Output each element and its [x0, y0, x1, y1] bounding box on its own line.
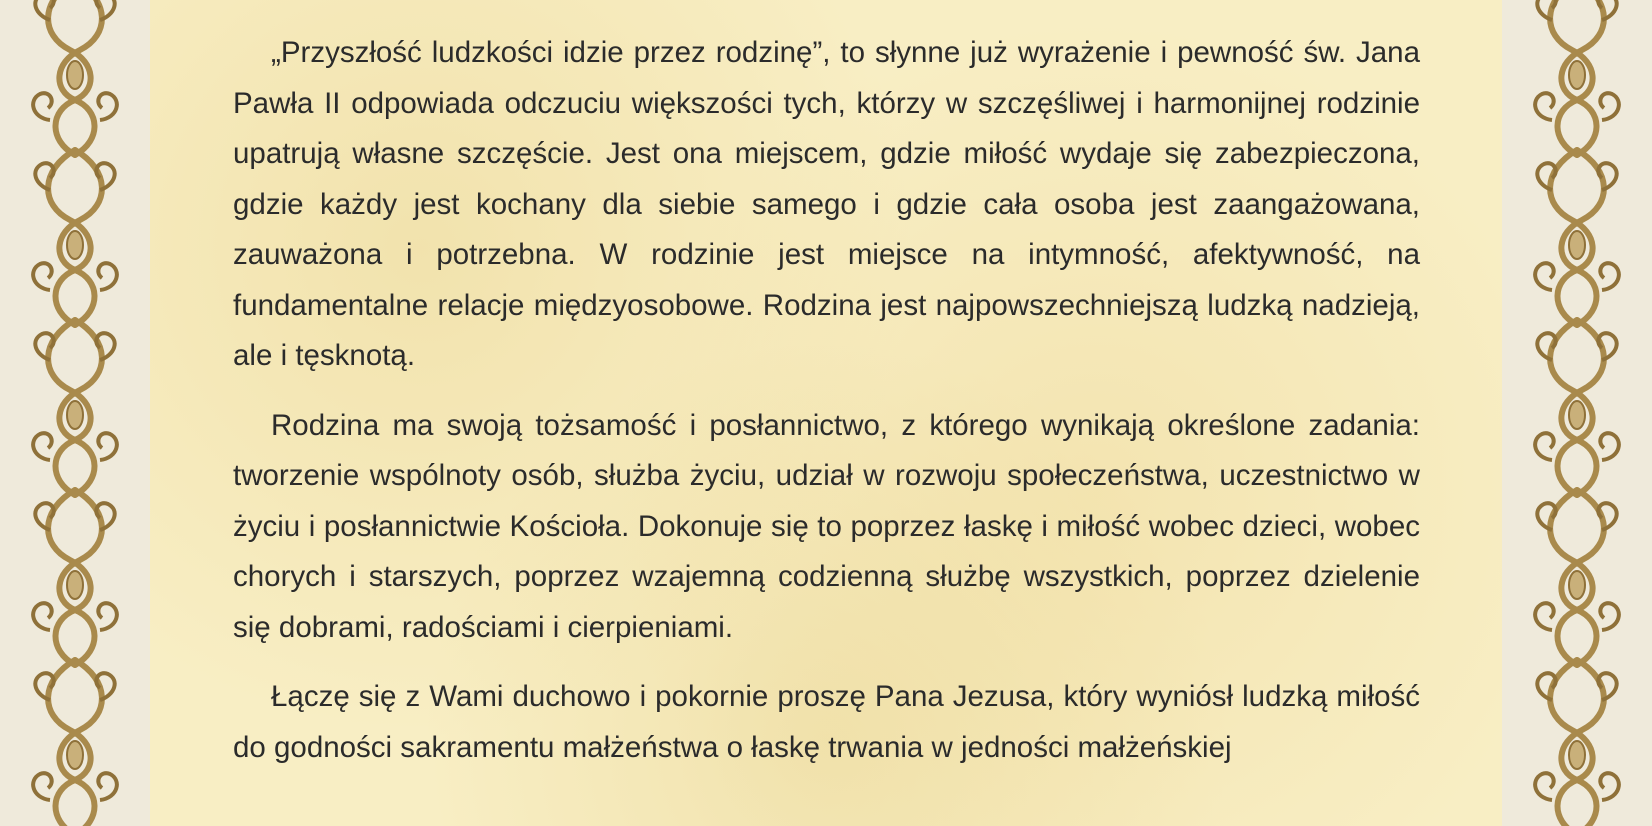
paragraph-3: Łączę się z Wami duchowo i pokornie proszę Pana Jezusa, który wyniósł ludzką miłość do godności sakramentu małżeństwa o łaskę trwania w jedności małżeńskiej — [233, 680, 1420, 764]
paragraph-1: „Przyszłość ludzkości idzie przez rodzinę”, to słynne już wyrażenie i pewność św. Jana Pawła II odpowiada odczuciu większości tych, którzy w szczęśliwej i harmonijnej rodzinie upatrują własne szczęście. Jest ona miejscem, gdzie miłość wydaje się zabezpieczona, gdzie każdy jest kochany dla siebie samego i gdzie cała osoba jest zaangażowana, zauważona i potrzebna. W rodzinie jest miejsce na intymność, afektywność, na fundamentalne relacje międzyosobowe. Rodzina jest najpowszechniejszą ludzką nadzieją, ale i tęsknotą. — [233, 36, 1420, 372]
letter-body — [233, 28, 1420, 792]
paragraph-2: Rodzina ma swoją tożsamość i posłannictwo, z którego wynikają określone zadania: tworzenie wspólnoty osób, służba życiu, udział w rozwoju społeczeństwa, uczestnictwo w życiu i posłannictwie Kościoła. Dokonuje się to poprzez łaskę i miłość wobec dzieci, wobec chorych i starszych, poprzez wzajemną codzienną służbę wszystkich, poprzez dzielenie się dobrami, radościami i cierpieniami. — [233, 408, 1420, 644]
left-ornamental-border-icon — [20, 0, 130, 826]
right-ornamental-border-icon — [1522, 0, 1632, 826]
